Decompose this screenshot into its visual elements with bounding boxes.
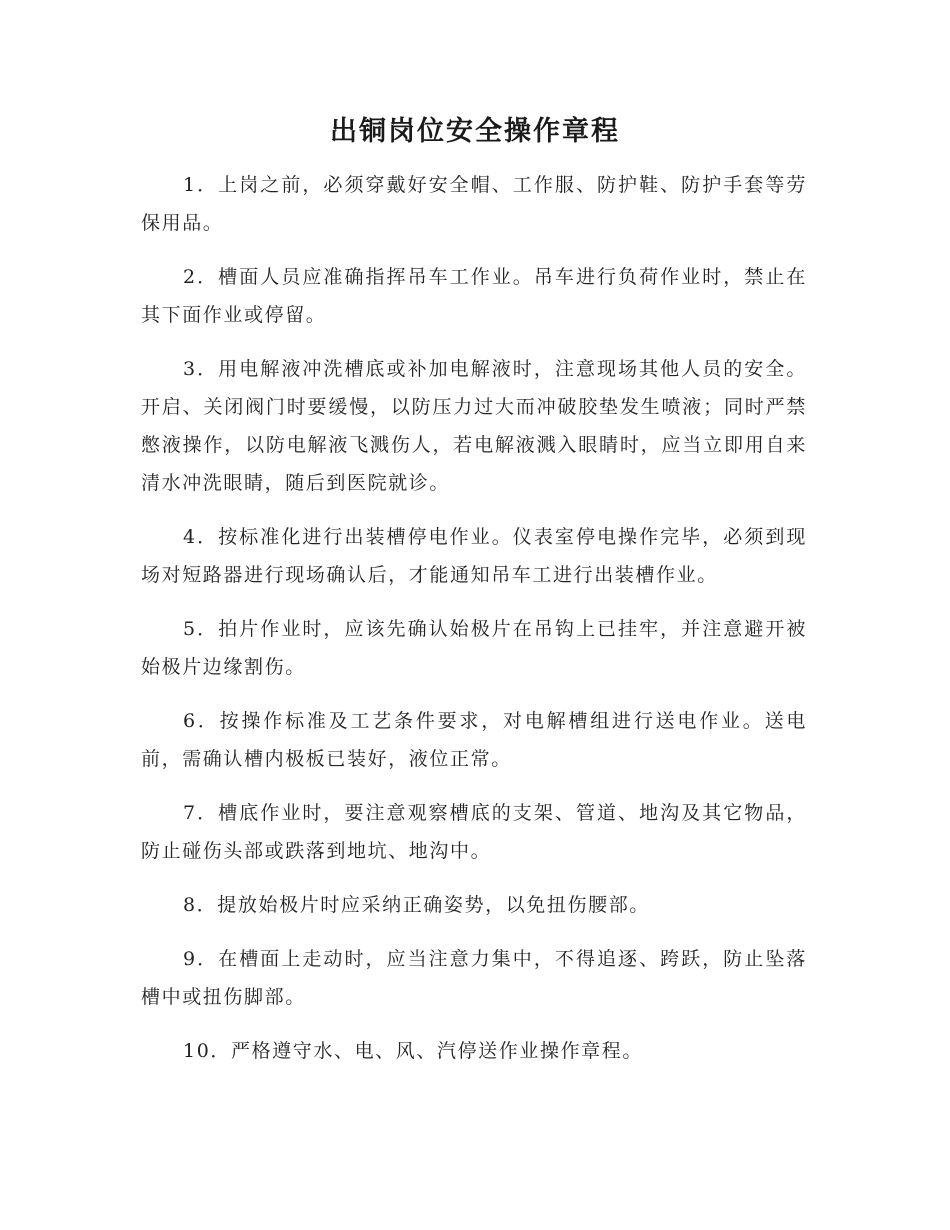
paragraph-6: 6．按操作标准及工艺条件要求，对电解槽组进行送电作业。送电前，需确认槽内极板已装好，液位正常。 [141,710,807,770]
paragraph-5: 5．拍片作业时，应该先确认始极片在吊钩上已挂牢，并注意避开被始极片边缘割伤。 [141,618,807,678]
document-title: 出铜岗位安全操作章程 [330,116,620,147]
paragraph-2: 2．槽面人员应准确指挥吊车工作业。吊车进行负荷作业时，禁止在其下面作业或停留。 [141,266,807,326]
paragraph-4: 4．按标准化进行出装槽停电作业。仪表室停电操作完毕，必须到现场对短路器进行现场确认后，才能通知吊车工进行出装槽作业。 [141,526,807,586]
paragraph-3: 3．用电解液冲洗槽底或补加电解液时，注意现场其他人员的安全。开启、关闭阀门时要缓慢，以防压力过大而冲破胶垫发生喷液；同时严禁憋液操作，以防电解液飞溅伤人，若电解液溅入眼睛时，应当立即用自来清水冲洗眼睛，随后到医院就诊。 [141,358,807,494]
paragraph-10: 10．严格遵守水、电、风、汽停送作业操作章程。 [183,1040,643,1062]
paragraph-1: 1．上岗之前，必须穿戴好安全帽、工作服、防护鞋、防护手套等劳保用品。 [141,174,807,234]
document-body [141,166,807,1086]
paragraph-9: 9．在槽面上走动时，应当注意力集中，不得追逐、跨跃，防止坠落槽中或扭伤脚部。 [141,948,807,1008]
paragraph-7: 7．槽底作业时，要注意观察槽底的支架、管道、地沟及其它物品，防止碰伤头部或跌落到地坑、地沟中。 [141,802,807,862]
paragraph-8: 8．提放始极片时应采纳正确姿势，以免扭伤腰部。 [183,894,650,916]
